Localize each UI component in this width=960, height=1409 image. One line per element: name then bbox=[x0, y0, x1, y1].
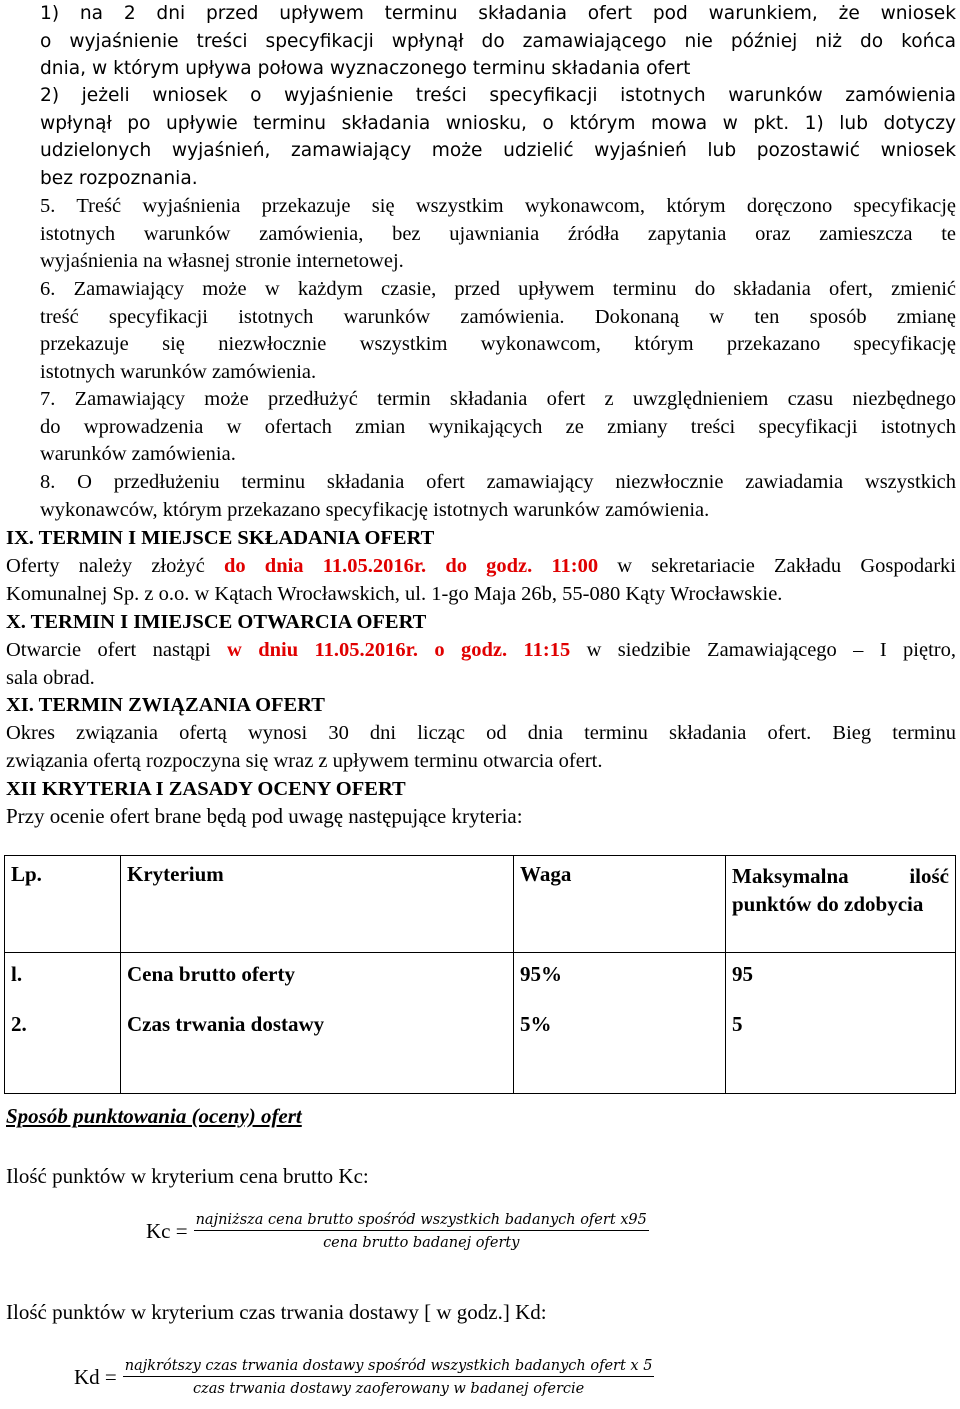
header-criterion: Kryterium bbox=[121, 856, 514, 953]
section-10-heading: X. TERMIN I IMIEJSCE OTWARCIA OFERT bbox=[6, 611, 427, 633]
text-line bbox=[6, 553, 956, 581]
criteria-intro: Przy ocenie ofert brane będą pod uwagę następujące kryteria: bbox=[6, 804, 523, 828]
row-1-lp: l. bbox=[11, 962, 23, 986]
row-2-weight: 5% bbox=[520, 1012, 552, 1036]
section-11-body bbox=[6, 720, 956, 775]
text-line: warunków zamówienia. bbox=[40, 443, 236, 465]
opening-date: w dniu 11.05.2016r. o godz. 11:15 bbox=[227, 639, 571, 661]
text-line: istotnych warunków zamówienia, bez ujawniania źródła zapytania oraz zamieszcza te bbox=[40, 222, 956, 245]
text-line: 2) jeżeli wniosek o wyjaśnienie treści specyfikacji istotnych warunków zamówienia bbox=[40, 85, 956, 106]
text-line: 8. O przedłużeniu terminu składania ofert zamawiający niezwłocznie zawiadamia wszystkich bbox=[40, 471, 956, 493]
item-2 bbox=[40, 82, 956, 192]
cell-weight bbox=[514, 953, 726, 1094]
header-max-points bbox=[726, 856, 956, 953]
text-line: wykonawców, którym przekazano specyfikację istotnych warunków zamówienia. bbox=[40, 498, 710, 521]
kc-label: Kc = bbox=[146, 1219, 188, 1243]
section-10-body bbox=[6, 637, 956, 692]
text-segment: Oferty należy złożyć bbox=[6, 555, 224, 577]
scoring-heading: Sposób punktowania (oceny) ofert bbox=[6, 1104, 302, 1128]
criteria-table bbox=[4, 855, 956, 1094]
table-header-row bbox=[5, 856, 956, 953]
text-line: związania ofertą rozpoczyna się wraz z upływem terminu otwarcia ofert. bbox=[6, 749, 603, 772]
section-11-heading: XI. TERMIN ZWIĄZANIA OFERT bbox=[6, 694, 325, 716]
paragraph-5 bbox=[40, 193, 956, 276]
paragraph-8 bbox=[40, 469, 956, 524]
text-line: do wprowadzenia w ofertach zmian wynikających ze zmiany treści specyfikacji istotnych bbox=[40, 415, 956, 438]
header-lp: Lp. bbox=[5, 856, 121, 953]
kd-denominator: czas trwania dostawy zaoferowany w badanej ofercie bbox=[192, 1381, 585, 1397]
kc-denominator: cena brutto badanej oferty bbox=[323, 1235, 520, 1251]
text-line: 1) na 2 dni przed upływem terminu składania ofert pod warunkiem, że wniosek bbox=[40, 3, 956, 24]
text-segment: Otwarcie ofert nastąpi bbox=[6, 639, 228, 661]
text-segment: treść specyfikacji istotnych warunków zamówienia. bbox=[40, 305, 565, 328]
text-line: o wyjaśnienie treści specyfikacji wpłynął do zamawiającego nie później niż do końca bbox=[40, 30, 956, 52]
header-max-line-2: punktów do zdobycia bbox=[732, 892, 924, 916]
kc-numerator: najniższa cena brutto spośród wszystkich badanych ofert x95 bbox=[194, 1212, 649, 1231]
kc-fraction bbox=[194, 1212, 649, 1251]
header-weight: Waga bbox=[514, 856, 726, 953]
kd-numerator: najkrótszy czas trwania dostawy spośród wszystkich badanych ofert x 5 bbox=[123, 1358, 655, 1377]
text-line: 6. Zamawiający może w każdym czasie, przed upływem terminu do składania ofert, zmienić bbox=[40, 278, 956, 300]
section-12-heading: XII KRYTERIA I ZASADY OCENY OFERT bbox=[6, 778, 406, 800]
kd-label: Kd = bbox=[74, 1365, 117, 1389]
text-line: wyjaśnienia na własnej stronie internetowej. bbox=[40, 250, 404, 272]
text-line bbox=[6, 637, 956, 665]
text-line: udzielonych wyjaśnień, zamawiający może udzielić wyjaśnień lub pozostawić wniosek bbox=[40, 140, 956, 161]
cell-criterion bbox=[121, 953, 514, 1094]
row-2-criterion: Czas trwania dostawy bbox=[127, 1012, 325, 1036]
kd-fraction bbox=[123, 1358, 655, 1397]
row-1-criterion: Cena brutto oferty bbox=[127, 962, 295, 986]
kc-formula bbox=[146, 1212, 649, 1251]
row-1-max: 95 bbox=[732, 962, 753, 986]
cell-lp bbox=[5, 953, 121, 1094]
row-1-weight: 95% bbox=[520, 962, 562, 986]
text-line: Komunalnej Sp. z o.o. w Kątach Wrocławskich, ul. 1-go Maja 26b, 55-080 Kąty Wrocławskie. bbox=[6, 582, 783, 605]
kd-intro: Ilość punktów w kryterium czas trwania dostawy [ w godz.] Kd: bbox=[6, 1300, 547, 1324]
header-max-line-1: Maksymalna ilość bbox=[732, 864, 949, 888]
kc-intro: Ilość punktów w kryterium cena brutto Kc: bbox=[6, 1164, 369, 1188]
kd-formula bbox=[74, 1358, 654, 1397]
paragraph-6 bbox=[40, 276, 956, 386]
text-segment: Dokonaną w ten sposób zmianę bbox=[564, 305, 957, 328]
text-line: przekazuje się niezwłocznie wszystkim wykonawcom, którym przekazano specyfikację bbox=[40, 333, 956, 355]
text-line: istotnych warunków zamówienia. bbox=[40, 360, 317, 383]
cell-max-points bbox=[726, 953, 956, 1094]
section-9-heading: IX. TERMIN I MIEJSCE SKŁADANIA OFERT bbox=[6, 527, 435, 549]
item-1 bbox=[40, 0, 956, 83]
text-line: 7. Zamawiający może przedłużyć termin składania ofert z uwzględnieniem czasu niezbędnego bbox=[40, 388, 956, 410]
text-line: bez rozpoznania. bbox=[40, 167, 198, 189]
text-segment: w sekretariacie Zakładu Gospodarki bbox=[598, 555, 956, 577]
text-line: 5. Treść wyjaśnienia przekazuje się wszystkim wykonawcom, którym doręczono specyfikację bbox=[40, 195, 956, 217]
deadline-date: do dnia 11.05.2016r. do godz. 11:00 bbox=[223, 555, 599, 577]
text-segment: w siedzibie Zamawiającego – I piętro, bbox=[570, 639, 956, 661]
row-2-lp: 2. bbox=[11, 1012, 27, 1036]
table-row bbox=[5, 953, 956, 1094]
text-line: sala obrad. bbox=[6, 666, 95, 689]
text-line bbox=[40, 304, 956, 332]
paragraph-7 bbox=[40, 386, 956, 469]
text-line: Okres związania ofertą wynosi 30 dni licząc od dnia terminu składania ofert. Bieg terminu bbox=[6, 722, 956, 744]
section-9-body bbox=[6, 553, 956, 608]
text-line: wpłynął po upływie terminu składania wniosku, o którym mowa w pkt. 1) lub dotyczy bbox=[40, 112, 956, 134]
text-line: dnia, w którym upływa połowa wyznaczonego terminu składania ofert bbox=[40, 58, 691, 79]
row-2-max: 5 bbox=[732, 1012, 743, 1036]
